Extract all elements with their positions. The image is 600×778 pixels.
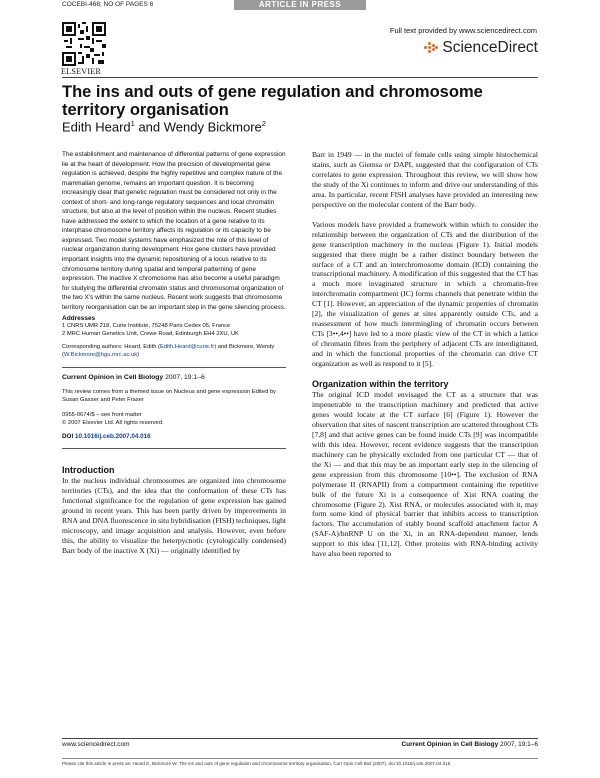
address-2: 2 MRC Human Genetics Unit, Crewe Road, Edinburgh EH4 2XU, UK — [62, 331, 239, 338]
body-paragraph-2: Various models have provided a framework within which to consider the relationship between the organization of CTs and the distribution of the gene transcription machinery in the nucleus (Figure 1). Initial models suggested that there might be a rather distinct boundary between the surface of a CT and an interchromosome domain (ICD) containing the transcriptional machinery. A modification of this suggested that the CT has a much more invaginated structure in which a chromatin-free interchromatin compartment (IC) forms channels that penetrate within the CT [1]. However, an appreciation of the dynamic properties of chromatin [2], the visualization of genes at sites apparently outside CTs, and a reassessment of how much intermingling of chromatin occurs between CTs [3••,4••] have led to a more plastic view of the CT in which a lattice of chromatin fibres from the periphery of adjacent CTs are interdigitated, and in which the functional properties of the chromatin can drive CT organization as well as respond to it [5]. — [312, 219, 538, 369]
body-paragraph-1: Barr in 1949 — in the nuclei of female cells using simple histochemical stains, such as Giemsa or DAPI, suggested that the configuration of CTs correlates to gene expression. Throughout this review, we will show how the study of the Xi continues to inform and drive our understanding of this area. In particular, recent FISH analyses have provided an interesting new perspective on the molecular content of the Barr body. — [312, 150, 538, 209]
addresses-heading: Addresses — [62, 315, 96, 323]
abstract-text: The establishment and maintenance of differential patterns of gene expression lie at the heart of development. How the precision of developmental gene regulation is achieved, despite the highly repetitive and complex nature of the mammalian genome, remains an important question. It is becoming increasingly clear that genetic regulation must be considered not only in the context of short- and long-range regulatory sequences and local chromatin structure, but also at the level of position within the nucleus. Recent studies have addressed the extent to which the location of a gene relative to its interphase chromosome territory affects its regulation or its capacity to be expressed. Two model systems have emphasized the role of this level of nuclear organization during development. Hox gene clusters have provided important insights into the dynamic repositioning of a locus relative to its chromosome territory during spatial and temporal patterning of gene expression. The inactive X chromosome has also become a useful paradigm for studying the differential chromatin status and chromosomal organization of the two X's within the same nucleus. Recent work suggests that chromosome territory reorganisation can be an important step in the gene silencing process. — [62, 151, 286, 311]
sciencedirect-logo — [424, 39, 538, 57]
email-link-heard[interactable]: Edith.Heard@curie.fr — [159, 344, 215, 351]
corresponding-suffix: ) — [137, 352, 140, 359]
address-1: 1 CNRS UMR 218, Curie Institute, 75248 Paris Cedex 05, France — [62, 323, 231, 330]
sciencedirect-wordmark: ScienceDirect — [442, 39, 538, 56]
author-name: Wendy Bickmore — [163, 119, 262, 135]
affiliation-marker: 1 — [130, 119, 135, 128]
journal-info-box — [62, 367, 286, 449]
left-column — [62, 150, 286, 556]
manuscript-code: COCEBI-468; NO OF PAGES 6 — [62, 1, 154, 8]
organization-heading: Organization within the territory — [312, 379, 449, 390]
body-paragraph-3: The original ICD model envisaged the CT as a structure that was impenetrable to the transcription machinery and predicted that active genes would locate at the CT surface [6] (Figure 1). However the observation that sites of nascent transcription are scattered throughout CTs [7,8] and that active genes can be found inside CTs [9] was incompatible with this idea. However, recent evidence suggests that the transcription machinery can be physically excluded from one particular CT — that of the Xi — and that this may be an important early step in the silencing of gene expression from this chromosome [10••]. The exclusion of RNA polymerase II (RNAPII) from a compartment containing the repetitive bulk of the future Xi is a consequence of Xist RNA coating the chromosome (Figure 2). Xist RNA, or molecules associated with it, may form some kind of physical barrier that inhibits access to transcription factors. The accumulation of stably bound scaffold attachment factor A (SAF-A)/hnRNP U on the Xi, in an RNA-dependent manner, lends support to this idea [11,12]. Other proteins with RNA-binding activity have also been reported to — [312, 390, 538, 559]
article-title: The ins and outs of gene regulation and chromosome territory organisation — [62, 83, 483, 119]
citation-notice: Please cite this article in press as: Heard E, Bickmore W, The ins and outs of gene regulation and chromosome territory organisation, Curr Opin Cell Biol (2007), doi:10.1016/j.ceb.2007.04.016 — [62, 758, 538, 766]
footer-journal-name: Current Opinion in Cell Biology — [401, 741, 499, 748]
footer-journal — [401, 741, 538, 748]
journal-name: Current Opinion in Cell Biology — [62, 374, 164, 382]
footer-year-volume: 2007, 19:1–6 — [498, 741, 538, 748]
corresponding-prefix: Corresponding authors: Heard, Edith ( — [62, 344, 160, 351]
publisher-logo: ELSEVIER — [61, 67, 102, 76]
author-conjunction: and — [134, 119, 164, 135]
copyright-line: © 2007 Elsevier Ltd. All rights reserved. — [62, 420, 164, 427]
doi-link[interactable]: 10.1016/j.ceb.2007.04.016 — [74, 433, 151, 441]
email-link-bickmore[interactable]: W.Bickmore@hgu.mrc.ac.uk — [63, 352, 138, 359]
author-line — [62, 119, 266, 134]
sciencedirect-dots-icon — [424, 41, 438, 55]
introduction-text: In the nucleus individual chromosomes are organized into chromosome territories (CTs), and the idea that the conformation of these CTs has functional significance for the regulation of gene expression has gained ground in recent years. This has been partly driven by improvements in RNA and DNA fluorescence in situ hybridisation (FISH) techniques, light microscopy, and image acquisition and analysis. However, even before this, the ability to visualize the heterpycnotic (cytologically condensed) Barr body of the inactive X (Xi) — originally identified by — [62, 476, 286, 555]
introduction-heading: Introduction — [62, 465, 115, 476]
header-rule — [62, 77, 538, 78]
author-name: Edith Heard — [62, 119, 131, 135]
affiliation-marker: 2 — [261, 119, 266, 128]
right-column — [312, 150, 538, 559]
issn-line: 0955-0674/$ – see front matter — [62, 412, 142, 419]
doi-label: DOI — [62, 433, 75, 441]
journal-citation — [62, 374, 286, 381]
journal-year-volume: 2007, 19:1–6 — [163, 374, 205, 382]
info-box-rule — [62, 448, 286, 449]
footer-rule — [62, 738, 538, 739]
corresponding-middle: ) and Bickmore, Wendy ( — [62, 344, 275, 359]
corresponding-authors — [62, 343, 286, 359]
article-in-press-label: ARTICLE IN PRESS — [258, 0, 342, 9]
themed-issue-note: This review comes from a themed issue on Nucleus and gene expression Edited by Susan Gasser and Peter Fraser — [62, 389, 276, 404]
doi-line — [62, 433, 286, 440]
qr-code-icon — [62, 22, 106, 66]
footer-website[interactable]: www.sciencedirect.com — [62, 741, 130, 748]
fulltext-note: Full text provided by www.sciencedirect.com — [389, 26, 537, 35]
